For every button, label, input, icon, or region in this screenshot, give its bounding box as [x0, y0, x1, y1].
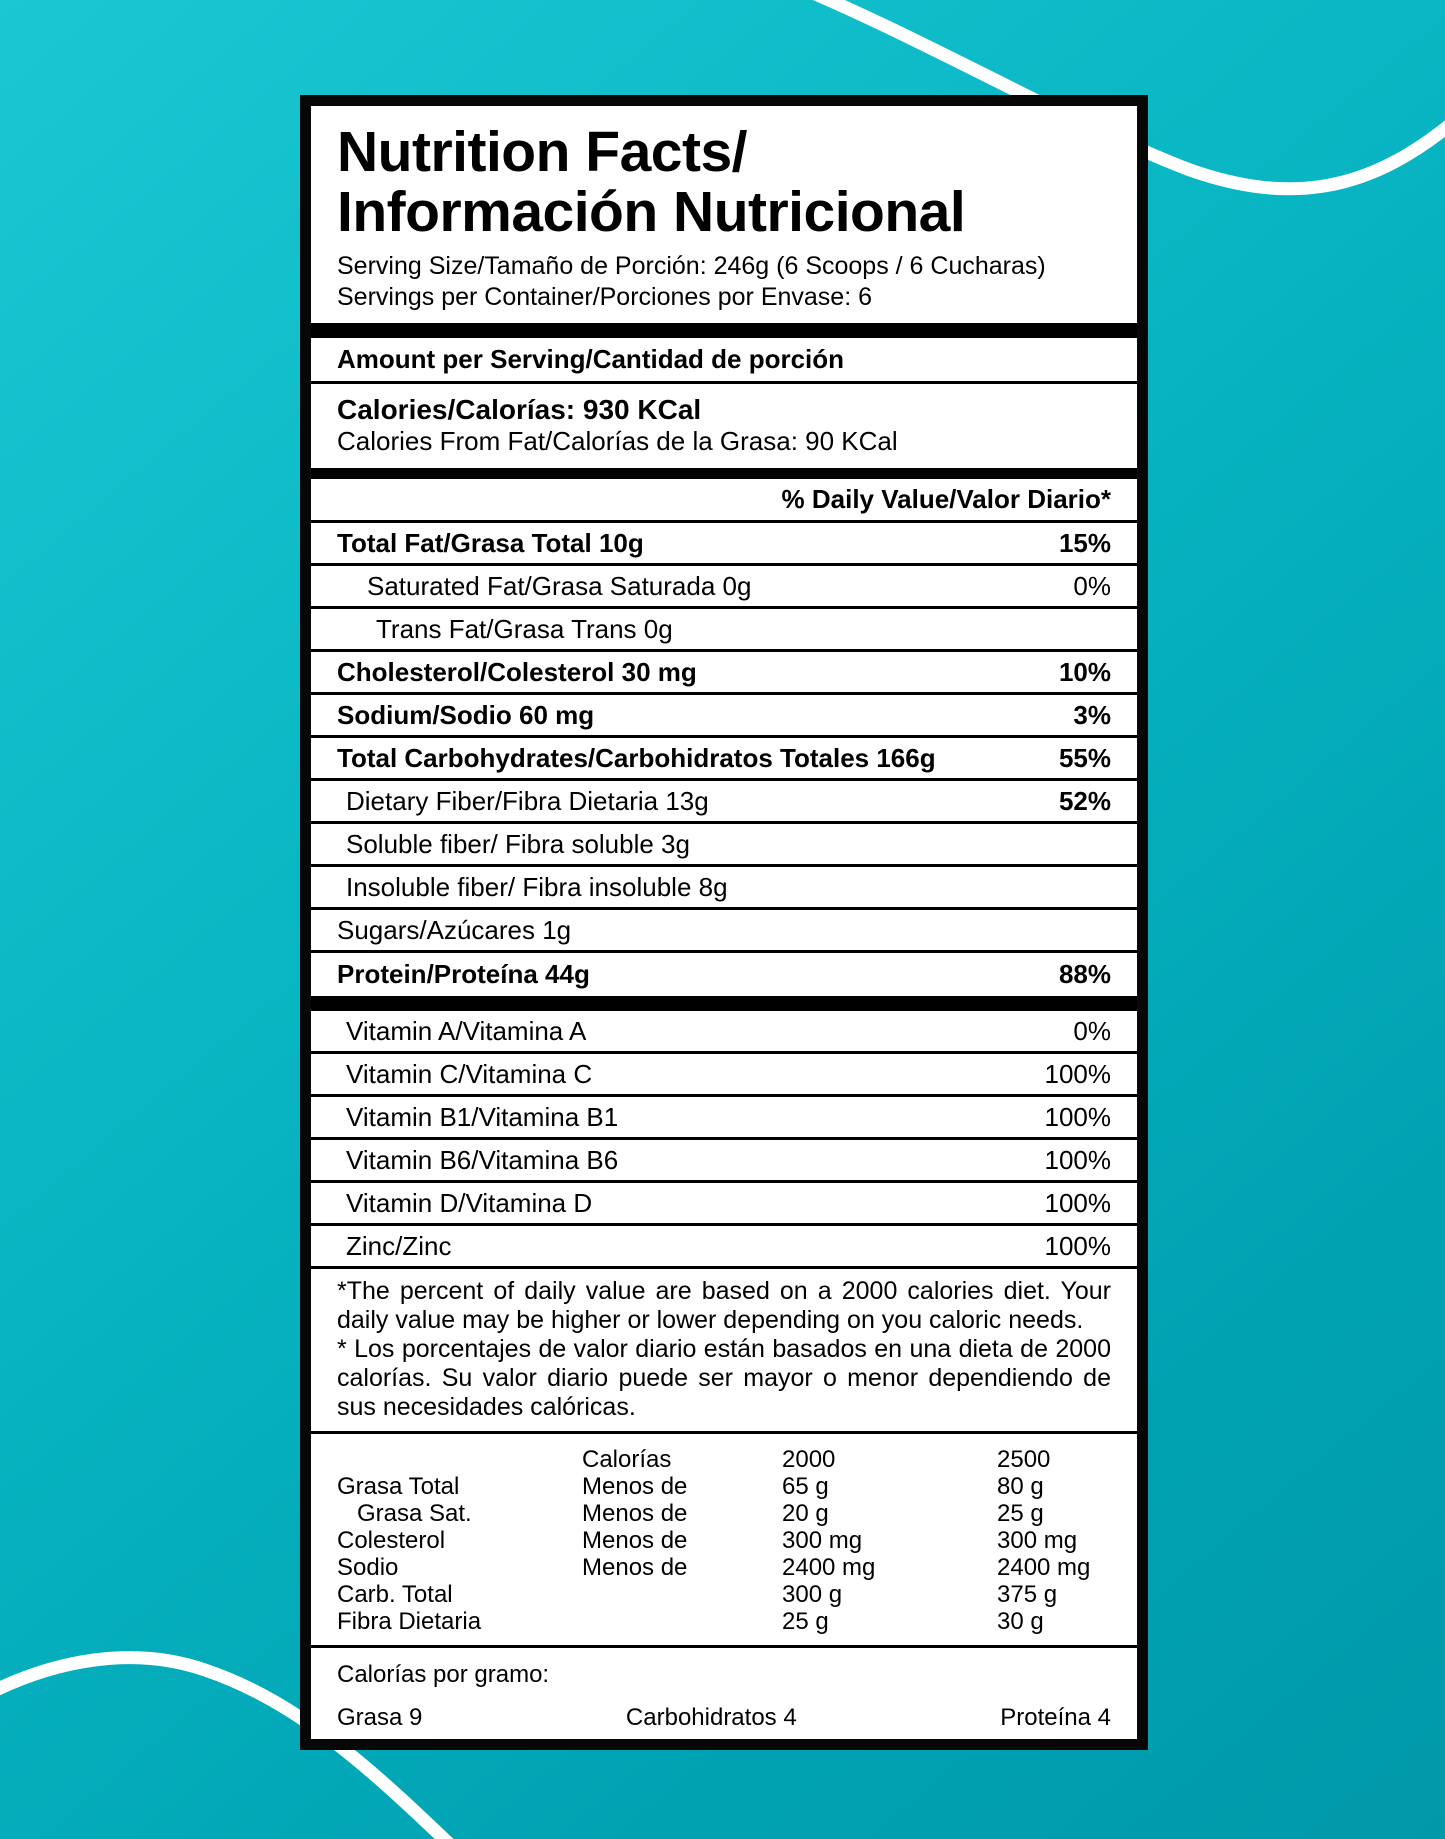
calories-per-gram-item: Grasa 9	[337, 1704, 423, 1731]
vitamin-percent: 100%	[1044, 1058, 1111, 1089]
vitamin-label: Vitamin A/Vitamina A	[346, 1015, 587, 1046]
reference-table-row	[337, 1500, 1111, 1527]
vitamin-row	[311, 1011, 1137, 1054]
nutrient-percent: 15%	[1058, 527, 1111, 558]
calories-per-gram-values	[337, 1704, 1111, 1732]
reference-qualifier: Menos de	[582, 1473, 688, 1500]
section-divider-bar	[311, 468, 1137, 479]
nutrient-percent: 88%	[1058, 959, 1111, 989]
reference-value-2000: 25 g	[782, 1608, 829, 1635]
reference-header-cell: Calorías	[582, 1446, 672, 1473]
reference-table-row	[337, 1527, 1111, 1554]
reference-value-2500: 300 mg	[997, 1527, 1078, 1554]
vitamin-row	[311, 1226, 1137, 1269]
vitamin-percent: 100%	[1044, 1187, 1111, 1218]
title-line-1: Nutrition Facts/	[337, 120, 748, 184]
calories-per-gram-item: Proteína 4	[1000, 1704, 1111, 1731]
vitamin-label: Vitamin B6/Vitamina B6	[346, 1144, 619, 1175]
reference-table-row	[337, 1581, 1111, 1608]
footnote-spanish: * Los porcentajes de valor diario están basados en una dieta de 2000 calorías. Su valor diario puede ser mayor o menor dependiendo de sus necesidades calóricas.	[337, 1335, 1111, 1421]
nutrient-table	[311, 523, 1137, 996]
reference-nutrient-name: Fibra Dietaria	[337, 1608, 482, 1635]
reference-nutrient-name: Colesterol	[337, 1527, 446, 1554]
vitamin-row	[311, 1054, 1137, 1097]
nutrient-label: Protein/Proteína 44g	[337, 959, 590, 989]
reference-nutrient-name: Grasa Total	[337, 1473, 460, 1500]
nutrient-row	[311, 867, 1137, 910]
reference-value-2500: 375 g	[997, 1581, 1058, 1608]
reference-value-2000: 65 g	[782, 1473, 829, 1500]
reference-nutrient-name: Grasa Sat.	[357, 1500, 472, 1527]
nutrient-label: Sodium/Sodio 60 mg	[337, 699, 595, 730]
nutrition-facts-label	[300, 95, 1148, 1750]
footnote-english: *The percent of daily value are based on a 2000 calories diet. Your daily value may be higher or lower depending on you caloric needs.	[337, 1277, 1111, 1334]
nutrient-percent: 10%	[1058, 656, 1111, 687]
reference-value-2000: 300 mg	[782, 1527, 863, 1554]
reference-qualifier	[582, 1608, 782, 1635]
label-header	[311, 106, 1137, 323]
nutrient-label: Dietary Fiber/Fibra Dietaria 13g	[346, 785, 709, 816]
calories-block	[311, 384, 1137, 468]
vitamin-table	[311, 1011, 1137, 1269]
calories-per-gram-section	[311, 1648, 1137, 1732]
title-line-2: Información Nutricional	[337, 180, 966, 244]
vitamin-label: Zinc/Zinc	[346, 1230, 452, 1261]
nutrient-label: Sugars/Azúcares 1g	[337, 914, 572, 945]
reference-value-2000: 20 g	[782, 1500, 829, 1527]
nutrient-row	[311, 652, 1137, 695]
reference-table-row	[337, 1554, 1111, 1581]
reference-header-cell: 2000	[782, 1446, 836, 1473]
nutrient-label: Total Carbohydrates/Carbohidratos Totales 166g	[337, 742, 936, 773]
reference-value-2500: 80 g	[997, 1473, 1044, 1500]
vitamin-label: Vitamin D/Vitamina D	[346, 1187, 593, 1218]
vitamin-label: Vitamin C/Vitamina C	[346, 1058, 593, 1089]
vitamin-percent: 0%	[1073, 1015, 1111, 1046]
calories-value: Calories/Calorías: 930 KCal	[337, 394, 702, 425]
reference-value-2500: 2400 mg	[997, 1554, 1091, 1581]
serving-size: Serving Size/Tamaño de Porción: 246g (6 Scoops / 6 Cucharas)	[337, 252, 1046, 280]
daily-value-header: % Daily Value/Valor Diario*	[311, 479, 1137, 523]
nutrient-percent: 52%	[1058, 785, 1111, 816]
reference-qualifier: Menos de	[582, 1554, 688, 1581]
nutrient-percent: 0%	[1073, 570, 1111, 601]
vitamin-percent: 100%	[1044, 1144, 1111, 1175]
section-divider-bar	[311, 323, 1137, 338]
nutrient-row	[311, 910, 1137, 953]
nutrient-row	[311, 738, 1137, 781]
nutrient-percent: 3%	[1073, 699, 1111, 730]
reference-table-header	[337, 1446, 1111, 1473]
vitamin-row	[311, 1097, 1137, 1140]
nutrient-percent: 55%	[1058, 742, 1111, 773]
nutrient-label: Insoluble fiber/ Fibra insoluble 8g	[346, 871, 728, 902]
vitamin-row	[311, 1140, 1137, 1183]
daily-value-footnote	[311, 1269, 1137, 1434]
section-divider-bar	[311, 996, 1137, 1011]
reference-table	[311, 1434, 1137, 1648]
reference-table-row	[337, 1608, 1111, 1635]
nutrient-label: Saturated Fat/Grasa Saturada 0g	[367, 570, 752, 601]
reference-nutrient-name: Sodio	[337, 1554, 399, 1581]
vitamin-label: Vitamin B1/Vitamina B1	[346, 1101, 619, 1132]
reference-qualifier: Menos de	[582, 1527, 688, 1554]
nutrient-label: Total Fat/Grasa Total 10g	[337, 527, 644, 558]
vitamin-percent: 100%	[1044, 1101, 1111, 1132]
reference-table-row	[337, 1473, 1111, 1500]
reference-value-2500: 25 g	[997, 1500, 1044, 1527]
nutrient-row	[311, 824, 1137, 867]
reference-nutrient-name: Carb. Total	[337, 1581, 453, 1608]
reference-qualifier: Menos de	[582, 1500, 688, 1527]
reference-header-cell	[337, 1446, 582, 1473]
reference-value-2000: 300 g	[782, 1581, 843, 1608]
nutrient-row	[311, 609, 1137, 652]
reference-header-cell: 2500	[997, 1446, 1051, 1473]
nutrient-row	[311, 695, 1137, 738]
nutrient-row	[311, 523, 1137, 566]
nutrient-row	[311, 953, 1137, 996]
calories-per-gram-item: Carbohidratos 4	[625, 1704, 797, 1731]
vitamin-row	[311, 1183, 1137, 1226]
reference-value-2000: 2400 mg	[782, 1554, 876, 1581]
calories-per-gram-title: Calorías por gramo:	[337, 1661, 550, 1688]
calories-from-fat: Calories From Fat/Calorías de la Grasa: 90 KCal	[337, 426, 898, 456]
nutrient-label: Cholesterol/Colesterol 30 mg	[337, 656, 697, 687]
reference-qualifier	[582, 1581, 782, 1608]
nutrient-label: Soluble fiber/ Fibra soluble 3g	[346, 828, 690, 859]
amount-per-serving: Amount per Serving/Cantidad de porción	[311, 338, 1137, 384]
nutrient-row	[311, 566, 1137, 609]
vitamin-percent: 100%	[1044, 1230, 1111, 1261]
nutrient-label: Trans Fat/Grasa Trans 0g	[376, 613, 673, 644]
servings-per-container: Servings per Container/Porciones por Envase: 6	[337, 283, 873, 311]
nutrient-row	[311, 781, 1137, 824]
reference-value-2500: 30 g	[997, 1608, 1044, 1635]
